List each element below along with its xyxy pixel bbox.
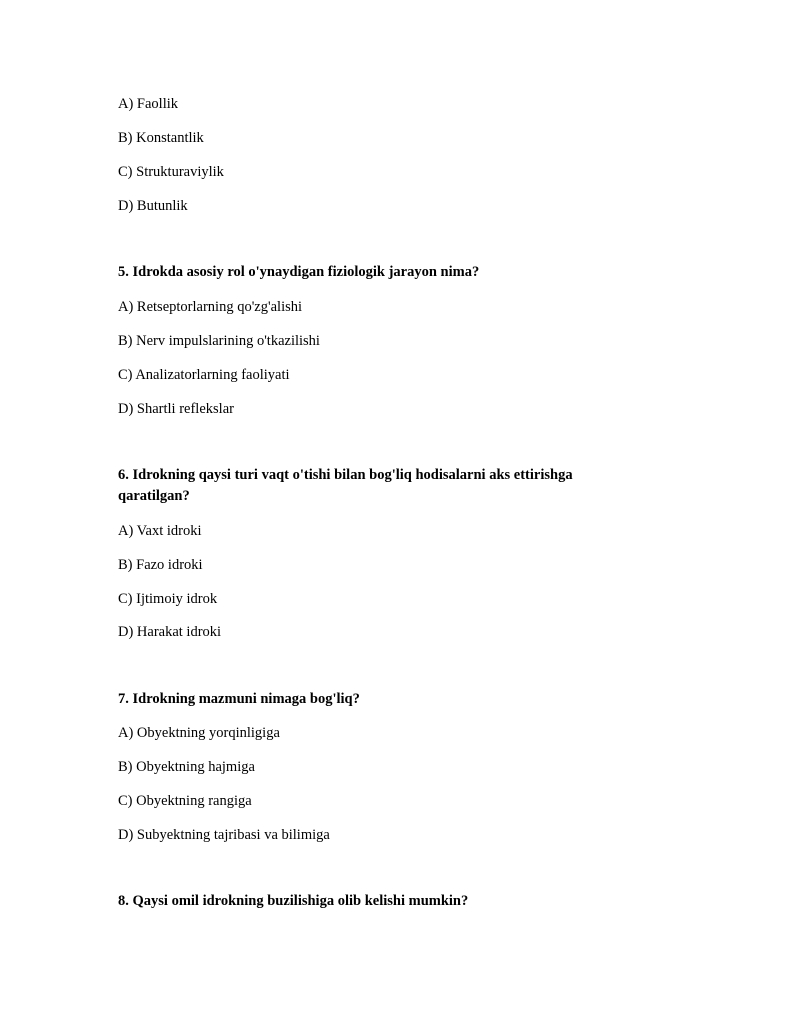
question-text: 7. Idrokning mazmuni nimaga bog'liq? [118, 691, 360, 707]
option-text: D) Shartli reflekslar [118, 401, 234, 417]
option-text: A) Faollik [118, 96, 179, 112]
option-text: C) Strukturaviylik [118, 164, 224, 180]
option-text: B) Obyektning hajmiga [118, 759, 255, 775]
option-text: C) Ijtimoiy idrok [118, 591, 218, 607]
question-text: 8. Qaysi omil idrokning buzilishiga olib kelishi mumkin? [118, 893, 469, 909]
option-text: C) Obyektning rangiga [118, 793, 252, 809]
question-text: 5. Idrokda asosiy rol o'ynaydigan fiziologik jarayon nima? [118, 264, 480, 280]
option-text: A) Retseptorlarning qo'zg'alishi [118, 299, 303, 315]
option-text: D) Harakat idroki [118, 624, 222, 640]
question-text: 6. Idrokning qaysi turi vaqt o'tishi bilan bog'liq hodisalarni aks ettirishga qaratilgan? [118, 467, 573, 504]
option-text: B) Konstantlik [118, 130, 204, 146]
option-text: A) Obyektning yorqinligiga [118, 725, 280, 741]
option-text: C) Analizatorlarning faoliyati [118, 367, 290, 383]
option-text: A) Vaxt idroki [118, 523, 202, 539]
option-text: B) Nerv impulslarining o'tkazilishi [118, 333, 320, 349]
option-text: D) Subyektning tajribasi va bilimiga [118, 827, 330, 843]
option-text: D) Butunlik [118, 198, 188, 214]
option-text: B) Fazo idroki [118, 557, 203, 573]
